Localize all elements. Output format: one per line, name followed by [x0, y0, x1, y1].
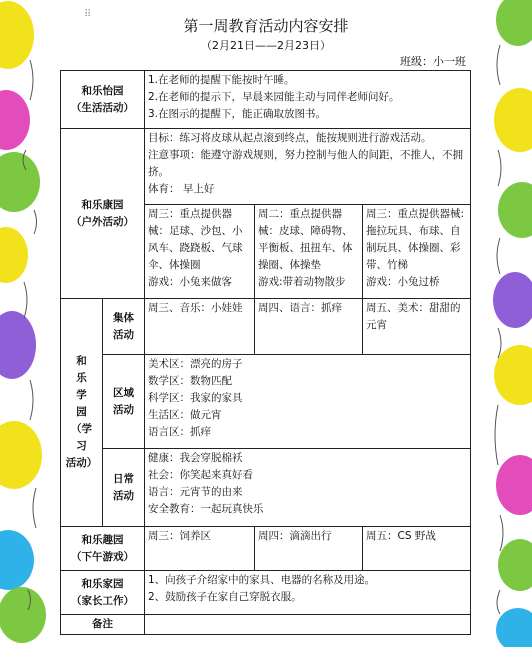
balloon-right-8 — [496, 608, 532, 647]
balloon-right-2 — [494, 88, 532, 152]
area-activity-label: 区域 活动 — [103, 355, 145, 449]
afternoon-item: 周三：饲养区 — [145, 527, 255, 571]
outdoor-header: 和乐康园 （户外活动） — [61, 129, 145, 299]
area-item: 数学区：数物匹配 — [148, 375, 232, 387]
row-learning-daily — [61, 449, 471, 527]
page-title: 第一周教育活动内容安排 — [183, 17, 349, 35]
home-content — [145, 571, 471, 615]
row-outdoor-top — [61, 129, 471, 205]
area-item: 科学区：我家的家具 — [148, 392, 243, 404]
area-content — [145, 355, 471, 449]
life-header: 和乐怡园 （生活活动） — [61, 71, 145, 129]
balloon-right-1 — [496, 0, 532, 46]
balloon-left-2 — [0, 90, 30, 150]
schedule-table — [60, 70, 471, 635]
area-item: 语言区：抓痒 — [148, 426, 211, 438]
group-activity-label: 集体 活动 — [103, 299, 145, 355]
remarks-content[interactable] — [145, 615, 471, 635]
balloon-right-3 — [498, 182, 532, 238]
outdoor-goal-cell — [145, 129, 471, 205]
daily-item: 安全教育：一起玩真快乐 — [148, 503, 264, 515]
document-page — [54, 0, 478, 647]
life-content — [145, 71, 471, 129]
balloon-right-4 — [493, 272, 532, 328]
balloon-left-8 — [0, 587, 46, 643]
daily-item: 语言：元宵节的由来 — [148, 486, 243, 498]
home-item: 2、鼓励孩子在家自己穿脱衣服。 — [148, 591, 302, 603]
balloon-left-3 — [0, 152, 40, 212]
balloon-left-1 — [0, 1, 34, 69]
balloon-left-7 — [0, 530, 34, 590]
daily-content — [145, 449, 471, 527]
home-header: 和乐家园 （家长工作） — [61, 571, 145, 615]
outdoor-day-2: 周二：重点提供器械：皮球、障碍物、平衡板、扭扭车、体操圈、体操垫 游戏:带着动物散步 — [255, 205, 363, 299]
class-label: 班级：小一班 — [400, 55, 466, 68]
learning-header: 和 乐 学 园 （学 习 活动） — [61, 299, 103, 527]
row-afternoon — [61, 527, 471, 571]
balloon-left-5 — [0, 311, 36, 379]
balloon-right-7 — [498, 539, 532, 591]
remarks-header: 备注 — [61, 615, 145, 635]
daily-item: 健康：我会穿脱棉袄 — [148, 452, 243, 464]
date-range: （2月21日——2月23日） — [201, 39, 331, 52]
group-item: 周四、语言：抓痒 — [255, 299, 363, 355]
balloon-right-6 — [496, 455, 532, 515]
balloon-left-6 — [0, 421, 42, 489]
row-home — [61, 571, 471, 615]
area-item: 生活区：做元宵 — [148, 409, 222, 421]
outdoor-goal: 目标：练习将皮球从起点滚到终点，能按规则进行游戏活动。 — [148, 132, 432, 144]
daily-item: 社会：你笑起来真好看 — [148, 469, 253, 481]
row-learning-area — [61, 355, 471, 449]
group-item: 周三、音乐：小娃娃 — [145, 299, 255, 355]
drag-handle-icon[interactable]: ⠿ — [84, 9, 93, 20]
afternoon-header: 和乐趣园 （下午游戏） — [61, 527, 145, 571]
home-item: 1、向孩子介绍家中的家具、电器的名称及用途。 — [148, 574, 376, 586]
outdoor-exercise: 体育： 早上好 — [148, 183, 215, 195]
row-remarks — [61, 615, 471, 635]
area-item: 美术区：漂亮的房子 — [148, 358, 243, 370]
balloon-left-4 — [0, 227, 28, 283]
life-item: 3.在图示的提醒下，能正确取放图书。 — [148, 108, 327, 120]
outdoor-day-1: 周三：重点提供器械：足球、沙包、小风车、跷跷板、气球伞、体操圈 游戏：小兔来做客 — [145, 205, 255, 299]
outdoor-notes: 注意事项：能遵守游戏规则，努力控制与他人的间距，不推人，不拥挤。 — [148, 149, 463, 178]
afternoon-item: 周五：CS 野战 — [363, 527, 471, 571]
life-item: 2.在老师的提示下，早晨来园能主动与同伴老师问好。 — [148, 91, 400, 103]
outdoor-day-3: 周三：重点提供器械:拖拉玩具、布球、自制玩具、体操圈、彩带、竹梯 游戏：小兔过桥 — [363, 205, 471, 299]
life-item: 1.在老师的提醒下能按时午睡。 — [148, 74, 295, 86]
daily-activity-label: 日常 活动 — [103, 449, 145, 527]
row-learning-group — [61, 299, 471, 355]
group-item: 周五、美术：甜甜的元宵 — [363, 299, 471, 355]
afternoon-item: 周四：滴滴出行 — [255, 527, 363, 571]
row-life — [61, 71, 471, 129]
